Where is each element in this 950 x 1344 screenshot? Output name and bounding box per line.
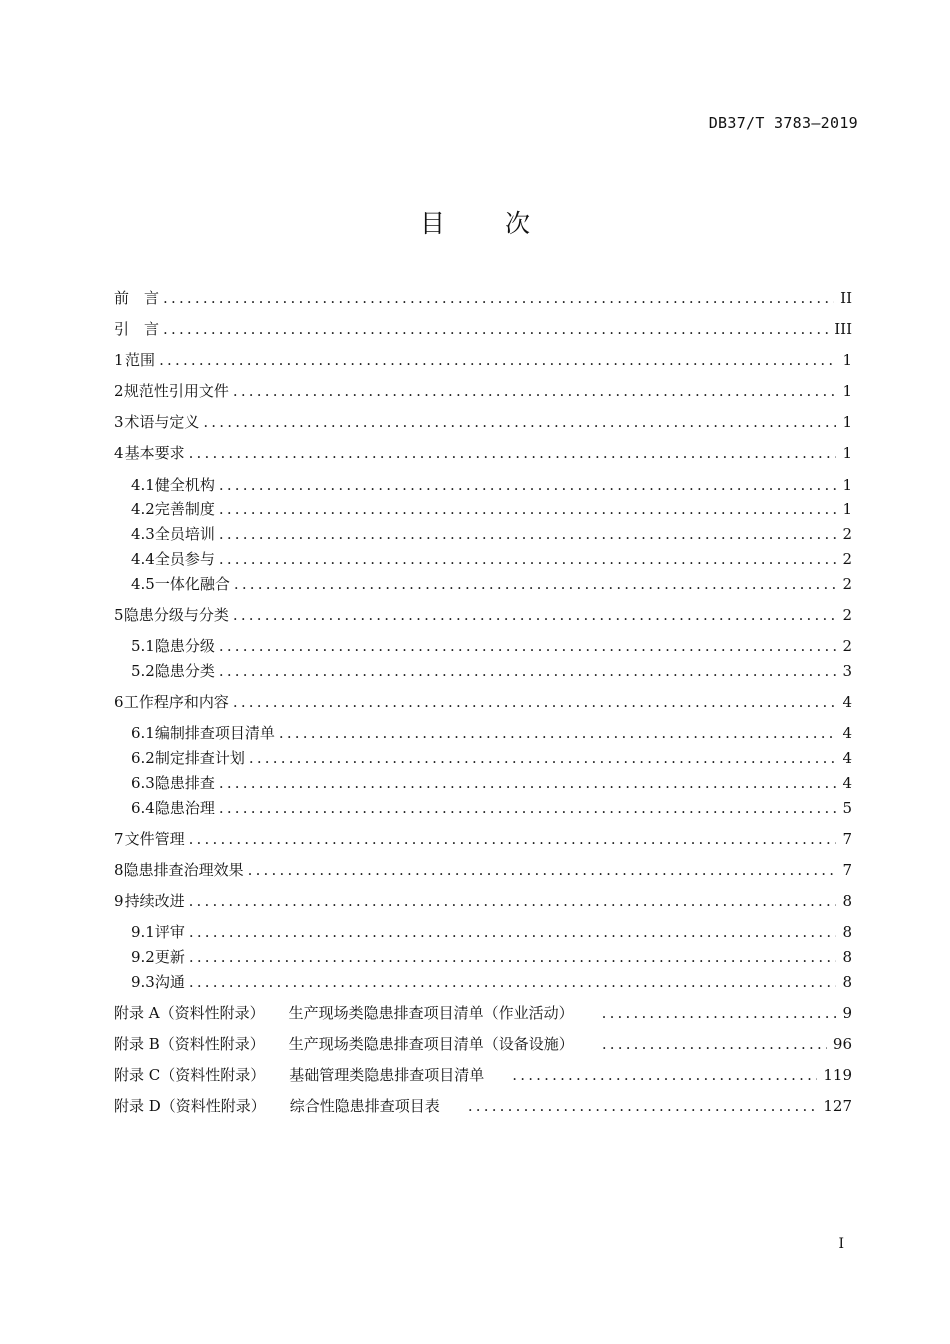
toc-entry-title: 生产现场类隐患排查项目清单（作业活动） bbox=[288, 1004, 574, 1022]
toc-entry-label: 全员培训 bbox=[154, 525, 215, 543]
toc-entry-number: 9 bbox=[114, 892, 124, 910]
toc-entry-page: 1 bbox=[842, 382, 852, 400]
dot-leader bbox=[249, 747, 836, 769]
toc-subentry[interactable] bbox=[114, 660, 852, 682]
toc-entry-label: 附录 D（资料性附录） bbox=[114, 1097, 266, 1115]
toc-entry-page: 127 bbox=[823, 1097, 852, 1115]
toc-entry-page: 1 bbox=[842, 444, 852, 462]
toc-subentry[interactable] bbox=[114, 474, 852, 496]
toc-entry-number: 6.3 bbox=[131, 774, 155, 792]
toc-entry-label: 前 言 bbox=[114, 289, 160, 307]
toc-entry-number: 9.3 bbox=[131, 973, 155, 991]
toc-entry-label: 隐患治理 bbox=[154, 799, 215, 817]
toc-entry-number: 9.1 bbox=[131, 923, 155, 941]
toc-entry-label: 隐患排查治理效果 bbox=[123, 861, 244, 879]
toc-entry-page: 5 bbox=[842, 799, 852, 817]
toc-subentry[interactable] bbox=[114, 548, 852, 570]
dot-leader bbox=[602, 1002, 836, 1024]
toc-subentry[interactable] bbox=[114, 635, 852, 657]
toc-entry-number: 6.4 bbox=[131, 799, 155, 817]
dot-leader bbox=[189, 971, 836, 993]
toc-entry-label: 持续改进 bbox=[124, 892, 185, 910]
toc-entry-number: 4.5 bbox=[131, 575, 155, 593]
toc-entry-title: 基础管理类隐患排查项目清单 bbox=[289, 1066, 485, 1084]
toc-entry-number: 5.1 bbox=[131, 637, 155, 655]
toc-entry-number: 1 bbox=[114, 351, 124, 369]
dot-leader bbox=[189, 828, 836, 850]
dot-leader bbox=[602, 1033, 827, 1055]
toc-entry-number: 3 bbox=[114, 413, 124, 431]
toc-entry-page: 4 bbox=[842, 749, 852, 767]
toc-entry-label: 隐患排查 bbox=[154, 774, 215, 792]
toc-entry[interactable] bbox=[114, 890, 852, 912]
toc-entry-label: 规范性引用文件 bbox=[123, 382, 229, 400]
toc-title: 目 次 bbox=[420, 209, 556, 238]
dot-leader bbox=[219, 548, 836, 570]
toc-entry-page: II bbox=[840, 289, 852, 307]
toc-entry-label: 文件管理 bbox=[124, 830, 185, 848]
toc-entry-page: 8 bbox=[842, 948, 852, 966]
dot-leader bbox=[512, 1064, 817, 1086]
dot-leader bbox=[163, 318, 828, 340]
toc-entry-number: 6 bbox=[114, 693, 124, 711]
toc-entry-page: 1 bbox=[842, 351, 852, 369]
toc-entry-number: 2 bbox=[114, 382, 124, 400]
toc-entry-introduction[interactable] bbox=[114, 318, 852, 340]
toc-entry-label: 更新 bbox=[154, 948, 185, 966]
toc-entry-page: 7 bbox=[842, 830, 852, 848]
toc-entry-page: 4 bbox=[842, 693, 852, 711]
toc-subentry[interactable] bbox=[114, 573, 852, 595]
toc-entry-appendix-d[interactable] bbox=[114, 1095, 852, 1117]
toc-entry-page: 119 bbox=[823, 1066, 852, 1084]
dot-leader bbox=[219, 523, 836, 545]
toc-entry-number: 4.3 bbox=[131, 525, 155, 543]
toc-entry[interactable] bbox=[114, 691, 852, 713]
dot-leader bbox=[233, 691, 836, 713]
toc-entry-label: 健全机构 bbox=[154, 476, 215, 494]
toc-entry[interactable] bbox=[114, 411, 852, 433]
toc-entry-page: 1 bbox=[842, 500, 852, 518]
toc-entry-title: 生产现场类隐患排查项目清单（设备设施） bbox=[288, 1035, 574, 1053]
toc-entry-number: 4.2 bbox=[131, 500, 155, 518]
toc-entry-label: 一体化融合 bbox=[154, 575, 230, 593]
toc-entry-appendix-b[interactable] bbox=[114, 1033, 852, 1055]
dot-leader bbox=[279, 722, 836, 744]
dot-leader bbox=[219, 498, 836, 520]
dot-leader bbox=[233, 380, 836, 402]
toc-entry-label: 隐患分级与分类 bbox=[123, 606, 229, 624]
toc-entry-label: 引 言 bbox=[114, 320, 160, 338]
toc-entry-page: 1 bbox=[842, 413, 852, 431]
toc-entry[interactable] bbox=[114, 859, 852, 881]
toc-entry-label: 编制排查项目清单 bbox=[154, 724, 275, 742]
toc-entry-label: 工作程序和内容 bbox=[123, 693, 229, 711]
toc-entry-label: 沟通 bbox=[154, 973, 185, 991]
toc-entry-page: 3 bbox=[842, 662, 852, 680]
toc-entry-page: III bbox=[834, 320, 852, 338]
toc-entry[interactable] bbox=[114, 380, 852, 402]
toc-entry-label: 完善制度 bbox=[154, 500, 215, 518]
toc-entry-label: 评审 bbox=[154, 923, 185, 941]
toc-subentry[interactable] bbox=[114, 946, 852, 968]
toc-entry-page: 2 bbox=[842, 575, 852, 593]
dot-leader bbox=[189, 890, 836, 912]
dot-leader bbox=[159, 349, 836, 371]
document-code: DB37/T 3783—2019 bbox=[708, 114, 858, 132]
page-number: I bbox=[838, 1236, 844, 1252]
toc-entry-page: 1 bbox=[842, 476, 852, 494]
dot-leader bbox=[189, 442, 836, 464]
toc-entry-page: 4 bbox=[842, 724, 852, 742]
toc-entry-title: 综合性隐患排查项目表 bbox=[289, 1097, 440, 1115]
toc-subentry[interactable] bbox=[114, 921, 852, 943]
toc-subentry[interactable] bbox=[114, 971, 852, 993]
dot-leader bbox=[189, 946, 836, 968]
toc-entry-appendix-c[interactable] bbox=[114, 1064, 852, 1086]
toc-entry-appendix-a[interactable] bbox=[114, 1002, 852, 1024]
toc-entry-label: 附录 A（资料性附录） bbox=[114, 1004, 265, 1022]
dot-leader bbox=[219, 635, 836, 657]
toc-subentry[interactable] bbox=[114, 523, 852, 545]
toc-entry-number: 4.1 bbox=[131, 476, 155, 494]
toc-entry-page: 8 bbox=[842, 973, 852, 991]
dot-leader bbox=[468, 1095, 818, 1117]
toc-entry-label: 术语与定义 bbox=[124, 413, 200, 431]
toc-subentry[interactable] bbox=[114, 747, 852, 769]
toc-entry[interactable] bbox=[114, 604, 852, 626]
toc-entry-number: 6.2 bbox=[131, 749, 155, 767]
toc-entry-number: 6.1 bbox=[131, 724, 155, 742]
toc-entry-page: 8 bbox=[842, 923, 852, 941]
toc-entry-page: 2 bbox=[842, 637, 852, 655]
toc-entry-label: 范围 bbox=[125, 351, 156, 369]
dot-leader bbox=[203, 411, 836, 433]
toc-entry-page: 2 bbox=[842, 525, 852, 543]
toc-entry-page: 2 bbox=[842, 550, 852, 568]
dot-leader bbox=[219, 772, 836, 794]
toc-entry[interactable] bbox=[114, 349, 852, 371]
dot-leader bbox=[234, 573, 836, 595]
toc-entry-number: 8 bbox=[114, 861, 124, 879]
toc-entry-number: 4.4 bbox=[131, 550, 155, 568]
toc-entry-page: 96 bbox=[832, 1035, 852, 1053]
dot-leader bbox=[163, 287, 834, 309]
toc-entry-page: 2 bbox=[842, 606, 852, 624]
toc-subentry[interactable] bbox=[114, 498, 852, 520]
toc-entry-number: 7 bbox=[114, 830, 124, 848]
toc-entry-number: 5 bbox=[114, 606, 124, 624]
toc-entry-page: 7 bbox=[842, 861, 852, 879]
toc-subentry[interactable] bbox=[114, 797, 852, 819]
toc-entry-page: 8 bbox=[842, 892, 852, 910]
toc-entry-label: 全员参与 bbox=[154, 550, 215, 568]
toc-entry-label: 附录 C（资料性附录） bbox=[114, 1066, 266, 1084]
toc-entry-label: 附录 B（资料性附录） bbox=[114, 1035, 265, 1053]
toc-entry-label: 制定排查计划 bbox=[154, 749, 245, 767]
dot-leader bbox=[233, 604, 836, 626]
toc-entry-number: 9.2 bbox=[131, 948, 155, 966]
dot-leader bbox=[219, 474, 836, 496]
toc-subentry[interactable] bbox=[114, 772, 852, 794]
toc-entry-foreword[interactable] bbox=[114, 287, 852, 309]
toc-subentry[interactable] bbox=[114, 722, 852, 744]
toc-entry[interactable] bbox=[114, 442, 852, 464]
dot-leader bbox=[219, 797, 836, 819]
toc-entry-number: 4 bbox=[114, 444, 124, 462]
toc-entry[interactable] bbox=[114, 828, 852, 850]
toc-entry-label: 隐患分级 bbox=[154, 637, 215, 655]
toc-entry-label: 隐患分类 bbox=[154, 662, 215, 680]
toc-entry-page: 4 bbox=[842, 774, 852, 792]
dot-leader bbox=[189, 921, 836, 943]
toc-entry-page: 9 bbox=[842, 1004, 852, 1022]
toc-entry-label: 基本要求 bbox=[124, 444, 185, 462]
dot-leader bbox=[248, 859, 836, 881]
toc-entry-number: 5.2 bbox=[131, 662, 155, 680]
dot-leader bbox=[219, 660, 836, 682]
